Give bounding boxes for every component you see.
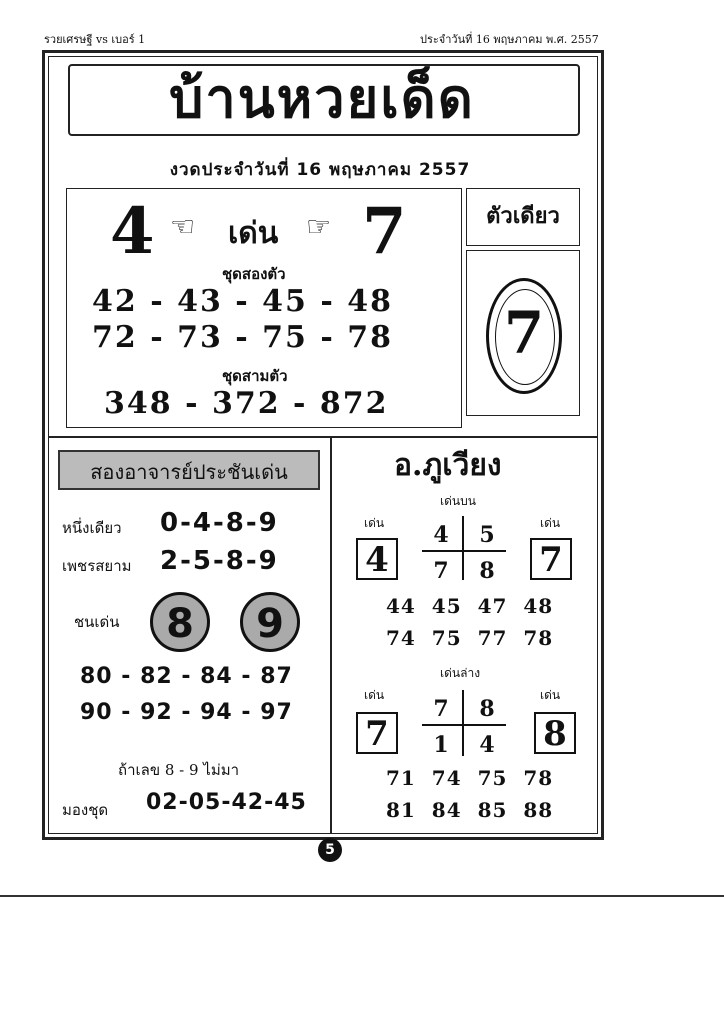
row-value-2: 2-5-8-9: [160, 546, 279, 576]
twin-digit-circle-1: 8: [150, 592, 210, 652]
twin-label: ชนเด่น: [74, 613, 120, 631]
top-grid-horizontal: [422, 550, 506, 552]
bottom-number-row-1: 71 74 75 78: [386, 766, 554, 790]
top-left-side-label: เด่น: [364, 516, 385, 530]
top-grid-vertical: [462, 516, 464, 580]
header-left-text: รวยเศรษฐี vs เบอร์ 1: [44, 33, 146, 46]
top-number-row-2: 74 75 77 78: [386, 626, 554, 650]
two-digit-label: ชุดสองตัว: [222, 265, 286, 283]
bottom-grid-cell-4: 4: [479, 732, 495, 758]
bottom-grid-cell-2: 8: [479, 696, 495, 722]
combo-row-2: 90 - 92 - 94 - 97: [80, 700, 293, 725]
top-grid-cell-1: 4: [433, 522, 449, 548]
twin-digit-circle-2: 9: [240, 592, 300, 652]
row-value-1: 0-4-8-9: [160, 508, 279, 538]
teacher-name: อ.ภูเวียง: [394, 448, 502, 483]
pointing-hand-left-icon: ☜: [170, 210, 196, 243]
top-right-side-label: เด่น: [540, 516, 561, 530]
lead-label: เด่น: [228, 216, 279, 251]
set-value: 02-05-42-45: [146, 790, 307, 815]
set-label: มองชุด: [62, 801, 109, 819]
single-digit: 7: [503, 299, 545, 367]
top-left-box: 4: [356, 538, 398, 580]
bottom-grid-vertical: [462, 690, 464, 756]
bottom-left-box: 7: [356, 712, 398, 754]
fallback-note: ถ้าเลข 8 - 9 ไม่มา: [118, 761, 240, 779]
bottom-left-side-label: เด่น: [364, 688, 385, 702]
combo-row-1: 80 - 82 - 84 - 87: [80, 664, 293, 689]
lead-left-digit: 4: [110, 194, 155, 269]
draw-date: งวดประจำวันที่ 16 พฤษภาคม 2557: [169, 160, 471, 180]
bottom-right-box: 8: [534, 712, 576, 754]
top-section-label: เด่นบน: [440, 494, 476, 508]
page-number-badge: 5: [318, 838, 342, 862]
bottom-right-side-label: เด่น: [540, 688, 561, 702]
single-digit-label: ตัวเดียว: [466, 188, 580, 246]
three-digit-row: 348 - 372 - 872: [104, 386, 389, 421]
two-teachers-banner: สองอาจารย์ประชันเด่น: [58, 450, 320, 490]
header-right-text: ประจำวันที่ 16 พฤษภาคม พ.ศ. 2557: [420, 33, 599, 46]
single-digit-oval: [486, 278, 562, 394]
top-grid-cell-2: 5: [479, 522, 495, 548]
top-grid-cell-3: 7: [433, 558, 449, 584]
bottom-grid-cell-3: 1: [433, 732, 449, 758]
top-number-row-1: 44 45 47 48: [386, 594, 554, 618]
vertical-divider: [330, 436, 332, 834]
page-title: บ้านหวยเด็ด: [169, 67, 475, 130]
page-bottom-edge: [0, 895, 724, 897]
bottom-grid-horizontal: [422, 724, 506, 726]
bottom-grid-cell-1: 7: [433, 696, 449, 722]
three-digit-label: ชุดสามตัว: [222, 367, 288, 385]
pointing-hand-right-icon: ☞: [306, 210, 332, 243]
row-label-1: หนึ่งเดียว: [62, 519, 122, 537]
horizontal-divider: [48, 436, 598, 438]
top-right-box: 7: [530, 538, 572, 580]
two-digit-row-2: 72 - 73 - 75 - 78: [92, 320, 394, 355]
bottom-number-row-2: 81 84 85 88: [386, 798, 554, 822]
two-digit-row-1: 42 - 43 - 45 - 48: [92, 284, 394, 319]
top-grid-cell-4: 8: [479, 558, 495, 584]
lead-right-digit: 7: [362, 194, 407, 269]
row-label-2: เพชรสยาม: [62, 557, 132, 575]
bottom-section-label: เด่นล่าง: [440, 666, 481, 680]
